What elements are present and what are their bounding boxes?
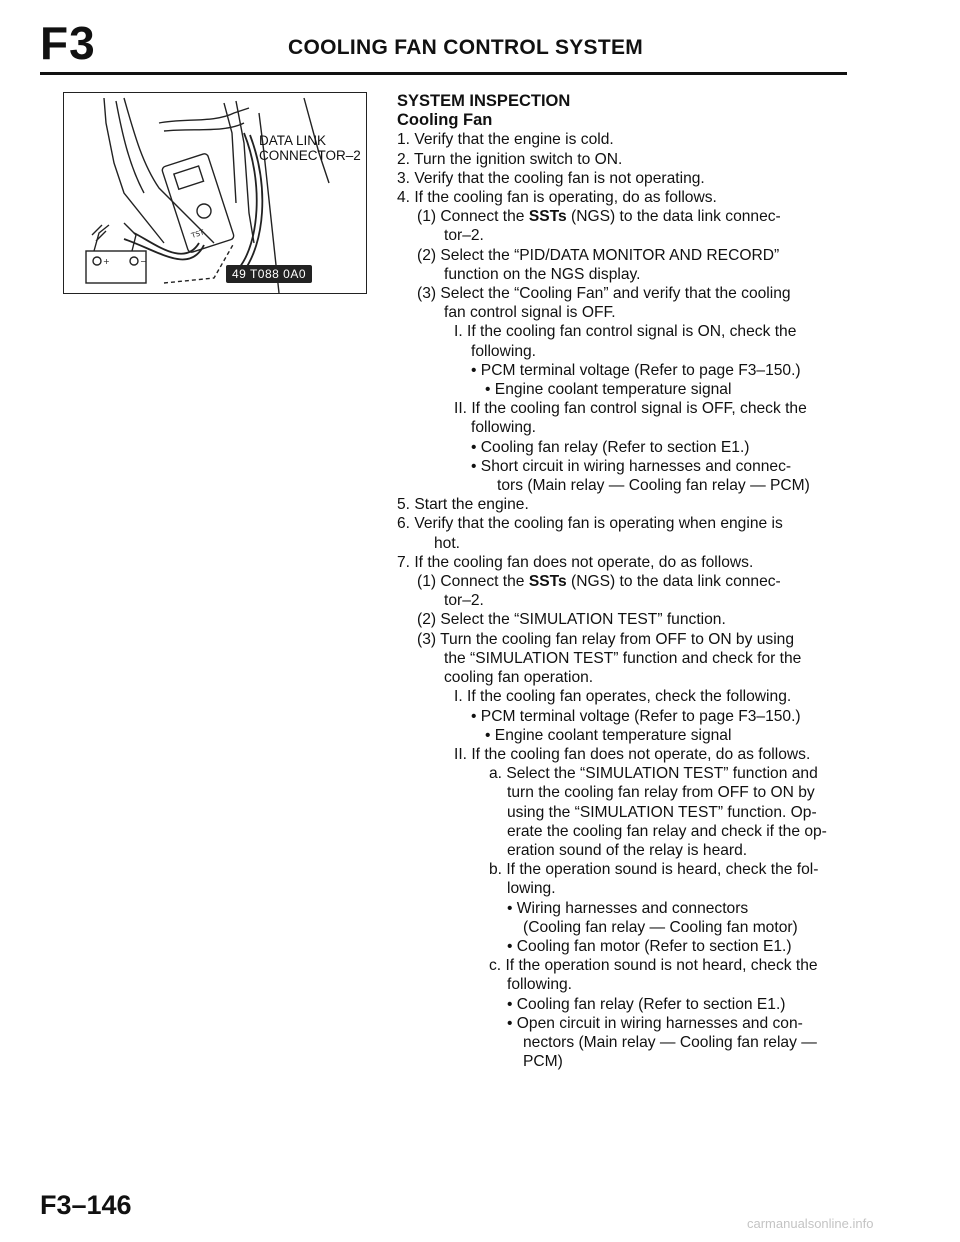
figure-callout [259, 133, 361, 163]
section-heading: SYSTEM INSPECTION [397, 92, 571, 110]
section-code: F3 [40, 17, 96, 69]
procedure-line: • Cooling fan relay (Refer to section E1.) [471, 438, 750, 456]
illustration-figure [63, 92, 367, 294]
procedure-line: following. [471, 342, 537, 360]
procedure-line: tor–2. [444, 592, 484, 610]
procedure-line: lowing. [507, 880, 556, 898]
header-rule [40, 72, 847, 75]
procedure-line: • Open circuit in wiring harnesses and con- [507, 1014, 803, 1032]
procedure-line: • Short circuit in wiring harnesses and connec- [471, 457, 792, 475]
connector-diagram-drawing [64, 93, 366, 293]
procedure-line: (2) Select the “PID/DATA MONITOR AND RECORD” [417, 246, 780, 264]
procedure-line: hot. [434, 534, 461, 552]
inspection-procedure [397, 92, 847, 1071]
procedure-line: erate the cooling fan relay and check if the op- [507, 822, 827, 840]
procedure-line: • Cooling fan relay (Refer to section E1.) [507, 995, 786, 1013]
procedure-line: nectors (Main relay — Cooling fan relay — [523, 1033, 817, 1051]
procedure-line: (2) Select the “SIMULATION TEST” function. [417, 611, 726, 629]
procedure-line: following. [471, 419, 537, 437]
tester-label: TST [190, 228, 206, 240]
procedure-line: 1. Verify that the engine is cold. [397, 131, 614, 149]
procedure-line: following. [507, 976, 573, 994]
callout-line-1: DATA LINK [259, 133, 327, 148]
procedure-line: (Cooling fan relay — Cooling fan motor) [523, 918, 798, 936]
procedure-line: (3) Select the “Cooling Fan” and verify that the cooling [417, 285, 791, 303]
procedure-line: • Wiring harnesses and connectors [507, 899, 749, 917]
procedure-line: PCM) [523, 1053, 563, 1071]
procedure-line: a. Select the “SIMULATION TEST” function and [489, 765, 818, 783]
procedure-line: (1) Connect the SSTs (NGS) to the data link connec- [417, 573, 781, 591]
procedure-line: 2. Turn the ignition switch to ON. [397, 150, 623, 168]
procedure-line: • Engine coolant temperature signal [485, 381, 732, 399]
procedure-line: tor–2. [444, 227, 484, 245]
procedure-line: b. If the operation sound is heard, check the fol- [489, 861, 819, 879]
procedure-line: • PCM terminal voltage (Refer to page F3–150.) [471, 361, 801, 379]
procedure-line: function on the NGS display. [444, 265, 641, 283]
procedure-line: (1) Connect the SSTs (NGS) to the data link connec- [417, 208, 781, 226]
procedure-line: c. If the operation sound is not heard, check the [489, 957, 818, 975]
procedure-line: • PCM terminal voltage (Refer to page F3–150.) [471, 707, 801, 725]
procedure-line: cooling fan operation. [444, 669, 594, 687]
procedure-line: using the “SIMULATION TEST” function. Op- [507, 803, 817, 821]
procedure-line: fan control signal is OFF. [444, 304, 616, 322]
procedure-line: 3. Verify that the cooling fan is not operating. [397, 169, 705, 187]
procedure-line: I. If the cooling fan control signal is ON, check the [454, 323, 797, 341]
watermark: carmanualsonline.info [747, 1216, 874, 1231]
procedure-line: 4. If the cooling fan is operating, do as follows. [397, 189, 717, 207]
page-title: COOLING FAN CONTROL SYSTEM [288, 36, 644, 59]
procedure-line: • Engine coolant temperature signal [485, 726, 732, 744]
procedure-line: II. If the cooling fan does not operate, do as follows. [454, 745, 811, 763]
procedure-line: 6. Verify that the cooling fan is operating when engine is [397, 515, 783, 533]
procedure-line: • Cooling fan motor (Refer to section E1.) [507, 937, 792, 955]
section-heading: Cooling Fan [397, 111, 493, 130]
figure-code-label: 49 T088 0A0 [226, 265, 312, 283]
procedure-line: I. If the cooling fan operates, check the following. [454, 688, 792, 706]
page-number: F3–146 [40, 1190, 132, 1220]
callout-line-2: CONNECTOR–2 [259, 148, 361, 163]
procedure-line: 7. If the cooling fan does not operate, do as follows. [397, 553, 754, 571]
procedure-line: eration sound of the relay is heard. [507, 841, 748, 859]
svg-text:+: + [103, 257, 110, 266]
procedure-line: the “SIMULATION TEST” function and check for the [444, 649, 802, 667]
procedure-line: turn the cooling fan relay from OFF to ON by [507, 784, 815, 802]
procedure-line: (3) Turn the cooling fan relay from OFF to ON by using [417, 630, 794, 648]
svg-text:−: − [140, 257, 147, 266]
procedure-line: tors (Main relay — Cooling fan relay — PCM) [497, 477, 810, 495]
procedure-line: 5. Start the engine. [397, 496, 529, 514]
procedure-line: II. If the cooling fan control signal is OFF, check the [454, 400, 807, 418]
